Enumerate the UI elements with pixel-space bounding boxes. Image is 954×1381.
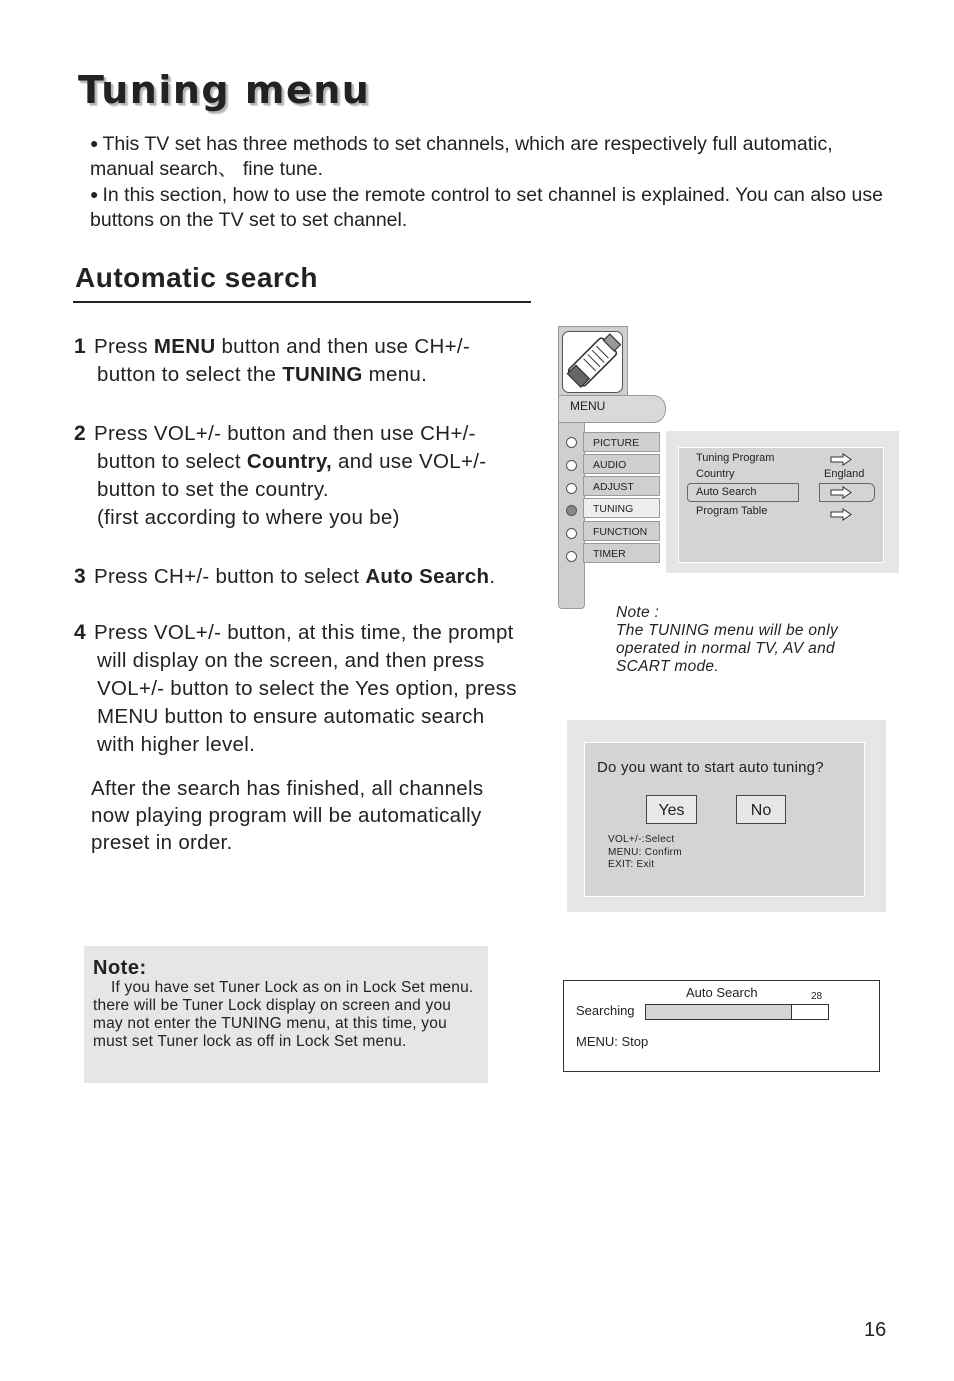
- yes-button[interactable]: Yes: [646, 795, 697, 824]
- step-number: 2: [74, 422, 86, 445]
- progress-searching-label: Searching: [576, 1003, 635, 1018]
- note-heading: Note:: [93, 957, 147, 979]
- radio-icon[interactable]: [566, 551, 577, 562]
- bullet-icon: ●: [90, 186, 99, 202]
- step-1: 1 Press MENU button and then use CH+/- button to select the TUNING menu.: [74, 335, 470, 386]
- radio-icon[interactable]: [566, 460, 577, 471]
- progress-stop-hint: MENU: Stop: [576, 1034, 649, 1049]
- radio-icon[interactable]: [566, 437, 577, 448]
- progress-bar-fill: [646, 1005, 792, 1019]
- radio-icon[interactable]: [566, 483, 577, 494]
- bullet-icon: ●: [90, 135, 99, 151]
- page-title: Tuning menu: [78, 68, 371, 112]
- radio-icon[interactable]: [566, 505, 577, 516]
- tuning-note: Note : The TUNING menu will be only operated in normal TV, AV and SCART mode.: [616, 604, 839, 675]
- submenu-program-table[interactable]: Program Table: [696, 505, 768, 517]
- menu-item-adjust[interactable]: ADJUST: [583, 476, 660, 496]
- menu-item-function[interactable]: FUNCTION: [583, 521, 660, 541]
- step-number: 3: [74, 565, 86, 588]
- intro-bullet-1: ● This TV set has three methods to set channels, which are respectively full automatic, manual search、 fine tune.: [90, 133, 833, 180]
- intro-text: [90, 131, 900, 233]
- dialog-question: Do you want to start auto tuning?: [597, 759, 824, 776]
- step-number: 1: [74, 335, 86, 358]
- progress-value: 28: [811, 991, 823, 1002]
- submenu-country[interactable]: Country: [696, 468, 735, 480]
- step-3: 3 Press CH+/- button to select Auto Search.: [74, 565, 496, 588]
- step-4: 4 Press VOL+/- button, at this time, the prompt will display on the screen, and then press VOL+/- button to select the Yes option, press MENU button to ensure automatic search with higher level.: [74, 621, 517, 756]
- arrow-right-icon: [830, 486, 852, 499]
- note-body: If you have set Tuner Lock as on in Lock Set menu. there will be Tuner Lock display on screen and you may not enter the TUNING menu, at this time, you must set Tuner lock as off in Lock Set menu.: [93, 979, 474, 1050]
- menu-tab-label: MENU: [570, 399, 606, 413]
- menu-item-tuning[interactable]: TUNING: [583, 498, 660, 518]
- arrow-right-icon: [830, 508, 852, 521]
- progress-title: Auto Search: [686, 985, 758, 1000]
- step-number: 4: [74, 621, 86, 644]
- menu-item-timer[interactable]: TIMER: [583, 543, 660, 563]
- menu-item-picture[interactable]: PICTURE: [583, 432, 660, 452]
- menu-item-audio[interactable]: AUDIO: [583, 454, 660, 474]
- intro-bullet-2: ● In this section, how to use the remote control to set channel is explained. You can also use buttons on the TV set to set channel.: [90, 184, 883, 231]
- submenu-country-value: England: [824, 468, 865, 480]
- arrow-right-icon: [830, 453, 852, 466]
- connector-icon: [563, 332, 622, 392]
- after-search-text: After the search has finished, all channels now playing program will be automatically preset in order.: [91, 777, 484, 854]
- section-title: Automatic search: [75, 262, 318, 293]
- step-2: 2 Press VOL+/- button and then use CH+/- button to select Country, and use VOL+/- button to set the country. (first according to where you be): [74, 422, 487, 529]
- section-divider: [73, 301, 531, 303]
- submenu-tuning-program[interactable]: Tuning Program: [696, 452, 775, 464]
- submenu-auto-search[interactable]: Auto Search: [696, 486, 757, 498]
- tuning-connector-icon: [562, 331, 623, 393]
- dialog-help: VOL+/-:Select MENU: Confirm EXIT: Exit: [608, 834, 682, 870]
- radio-icon[interactable]: [566, 528, 577, 539]
- no-button[interactable]: No: [736, 795, 786, 824]
- progress-bar: [645, 1004, 829, 1020]
- page-number: 16: [864, 1319, 887, 1341]
